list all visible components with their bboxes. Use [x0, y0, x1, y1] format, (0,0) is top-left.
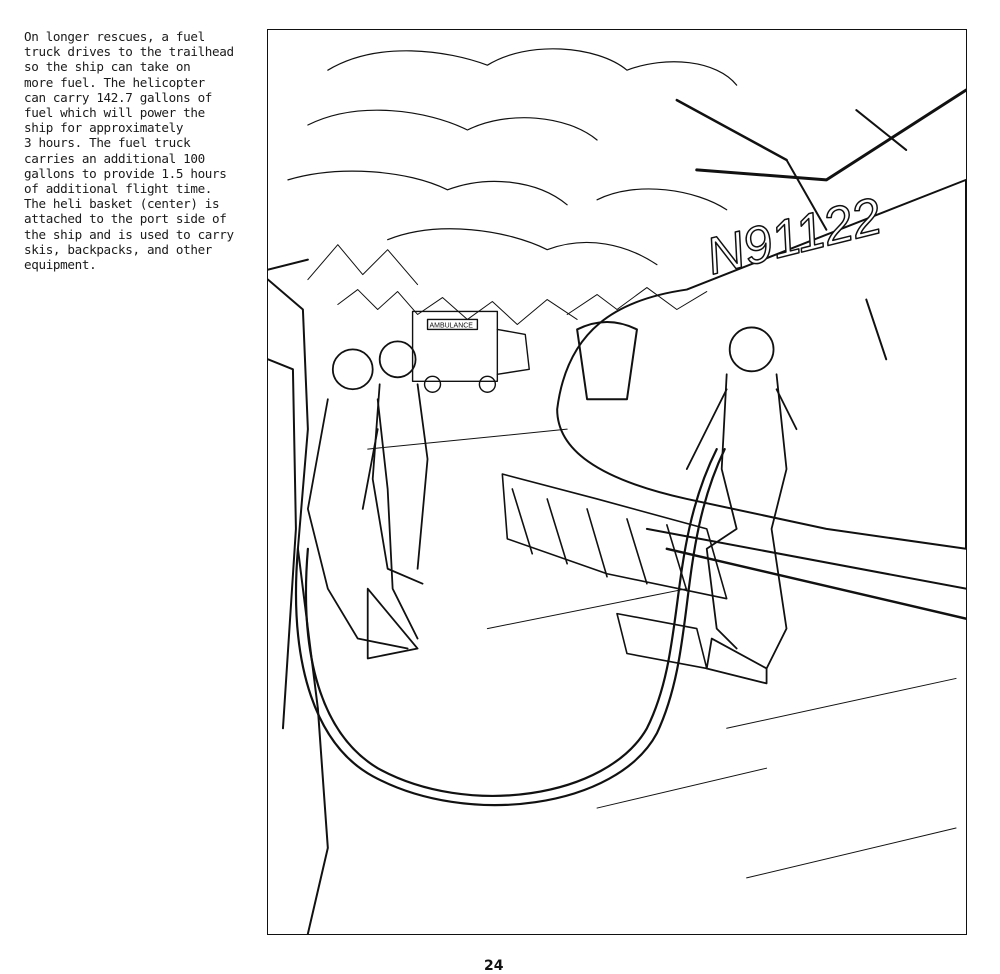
ground: [368, 429, 956, 878]
page-number: 24: [484, 958, 504, 974]
ambulance-drawing: [413, 311, 530, 392]
heli-basket: [502, 474, 726, 668]
ambulance-label: AMBULANCE: [429, 322, 473, 330]
helicopter: [557, 90, 966, 618]
clouds: [288, 49, 737, 265]
caption-text: On longer rescues, a fuel truck drives to the trailhead so the ship can take on more fuel. The helicopter can carry 142.7 gallons of fuel which will power the ship for approximately 3 hours. The fuel truck carries an additional 100 gallons to provide 1.5 hours of additional flight time. The heli basket (center) is attached to the port side of the ship and is used to carry skis, backpacks, and other equipment.: [24, 29, 234, 273]
fuel-truck-edge: [268, 260, 328, 934]
waiting-crew-members: [308, 341, 428, 658]
fuel-hose: [296, 449, 725, 805]
coloring-illustration: [267, 29, 967, 935]
tail-number: N91122: [700, 185, 887, 286]
treeline: [308, 245, 707, 325]
